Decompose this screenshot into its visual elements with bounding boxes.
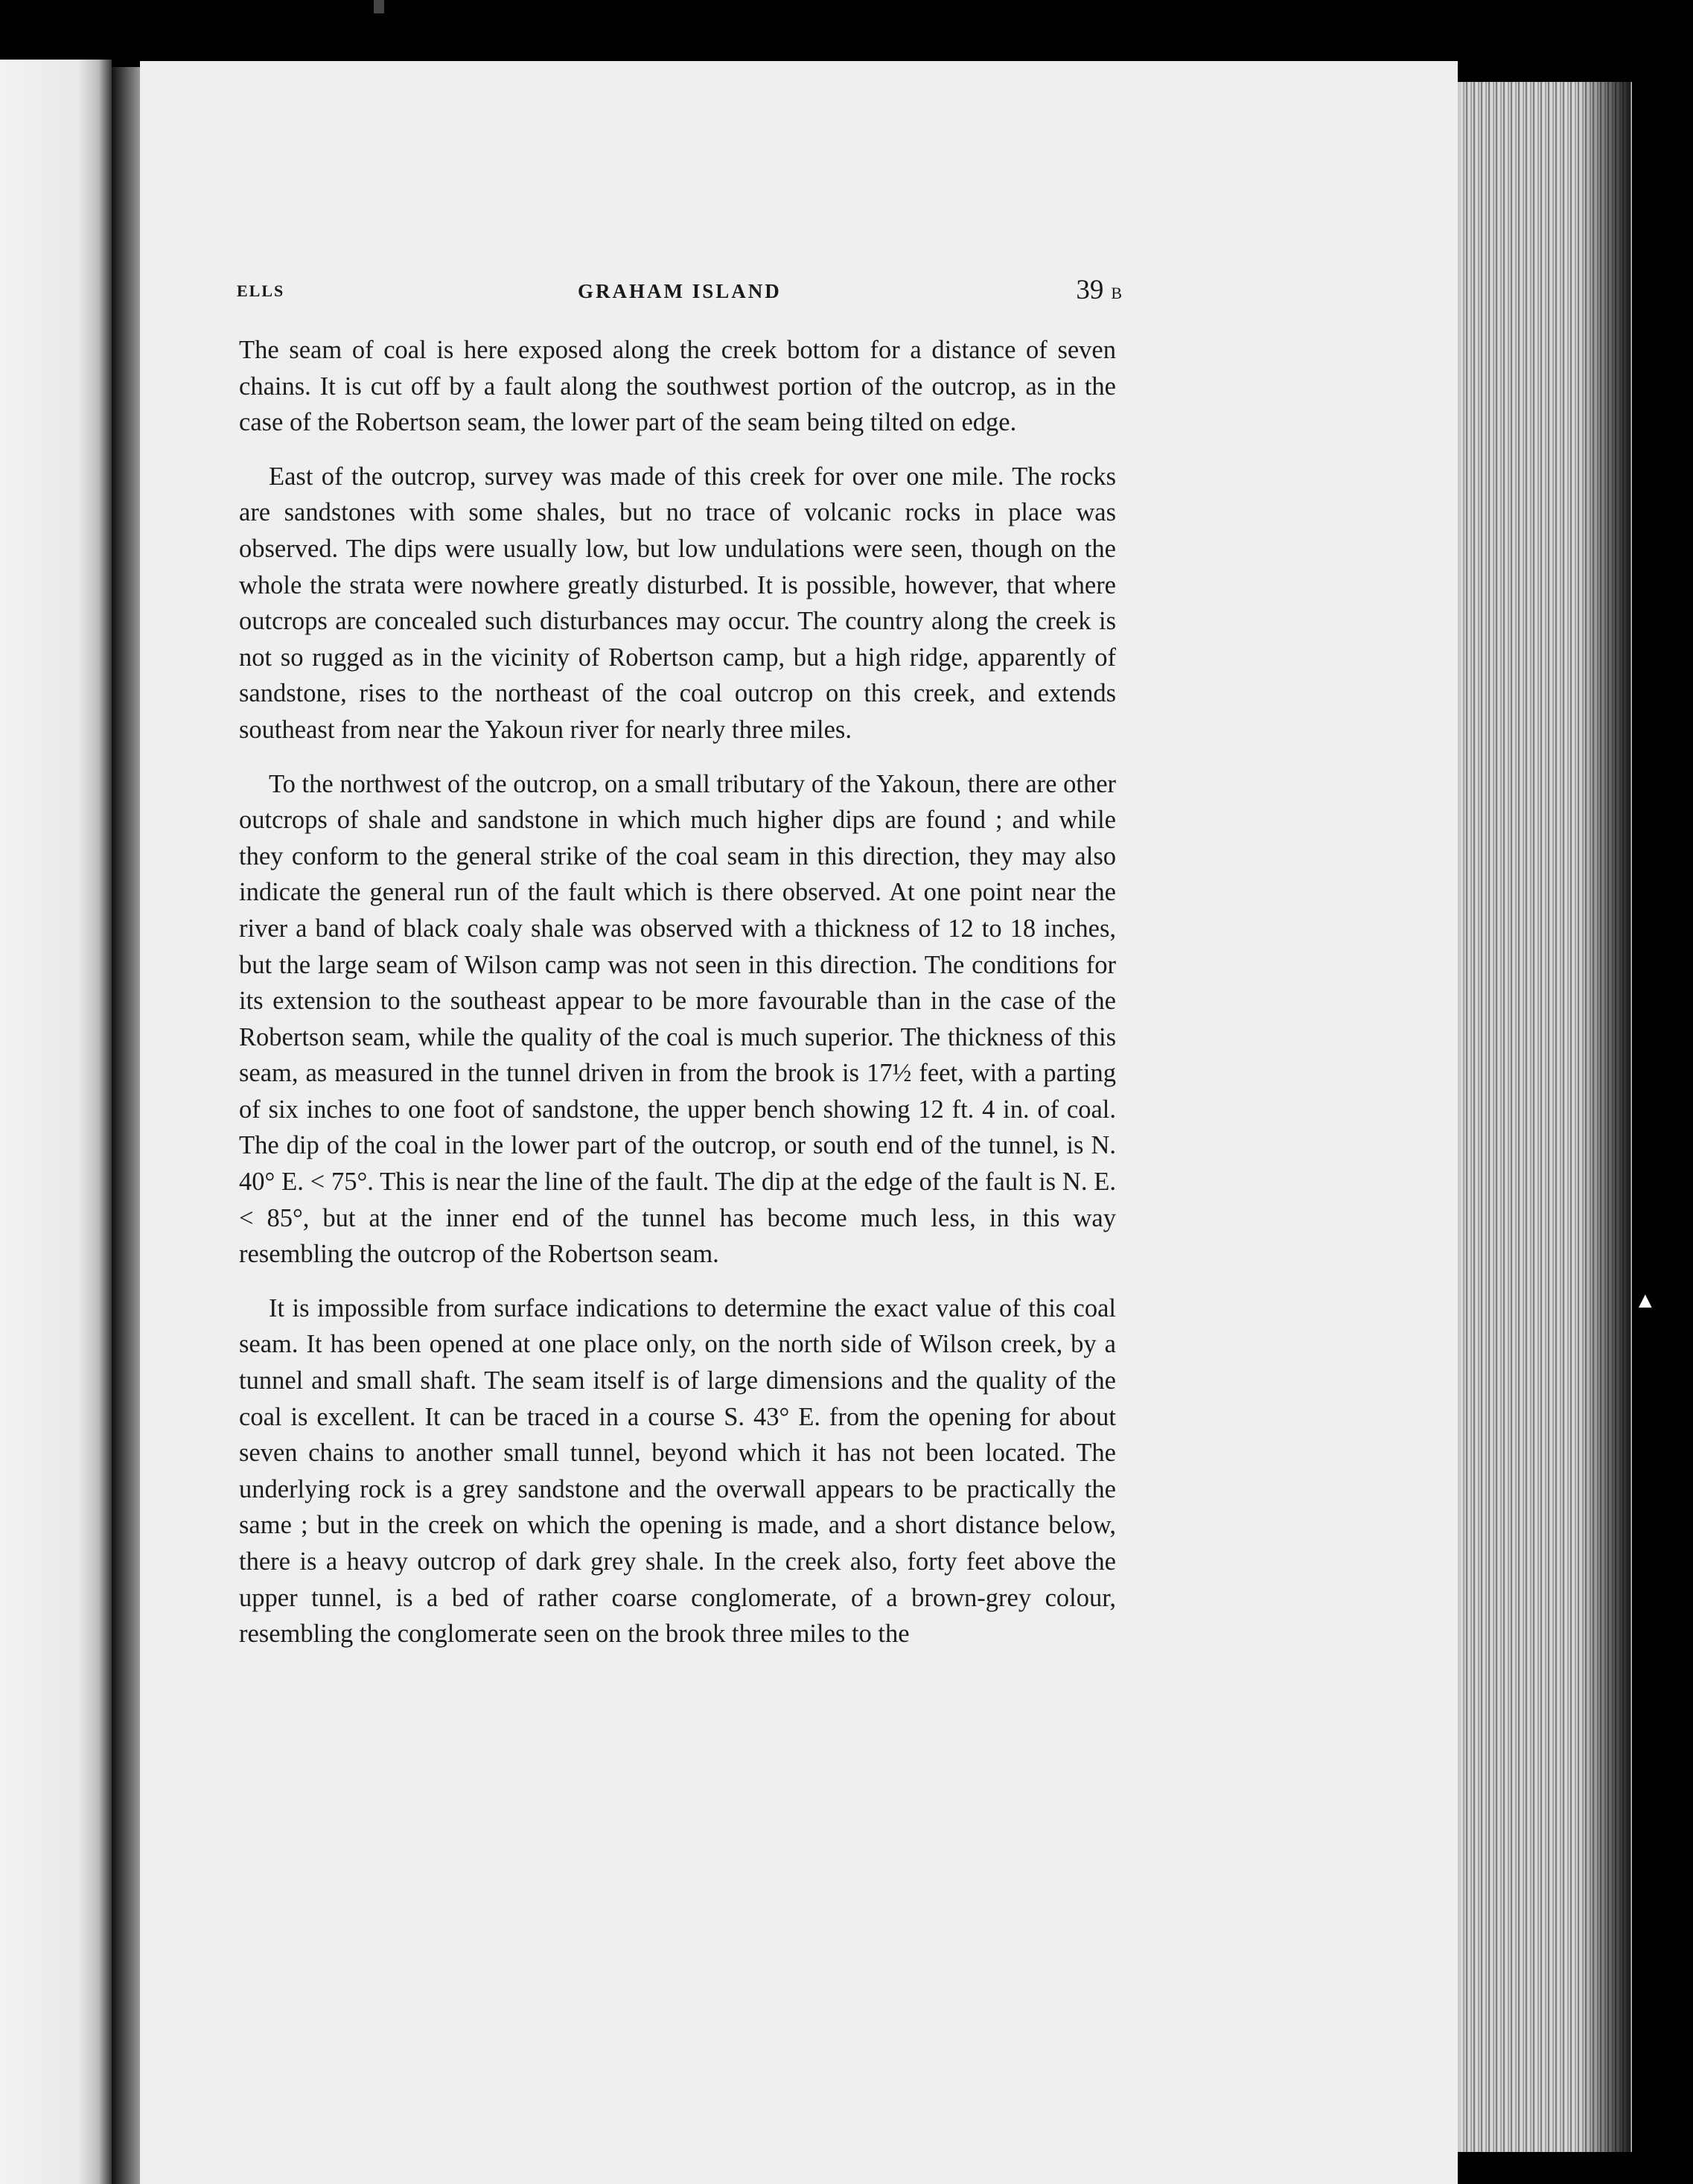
- paragraph-3: To the northwest of the outcrop, on a small tributary of the Yakoun, there are other outcrops of shale and sandstone in which much higher dips are found ; and while they conform to the general strike of the coal seam in this direction, they may also indicate the general run of the fault which is there observed. At one point near the river a band of black coaly shale was observed with a thickness of 12 to 18 inches, but the large seam of Wilson camp was not seen in this direction. The conditions for its extension to the southeast appear to be more favourable than in the case of the Robertson seam, while the quality of the coal is much superior. The thickness of this seam, as measured in the tunnel driven in from the brook is 17½ feet, with a parting of six inches to one foot of sandstone, the upper bench showing 12 ft. 4 in. of coal. The dip of the coal in the lower part of the outcrop, or south end of the tunnel, is N. 40° E. < 75°. This is near the line of the fault. The dip at the edge of the fault is N. E. < 85°, but at the inner end of the tunnel has become much less, in this way resembling the outcrop of the Robertson seam.: [239, 769, 1116, 1269]
- facing-page-edge: [0, 60, 112, 2184]
- page-number: [1076, 274, 1123, 306]
- page-edge-mark-icon: ▲: [1634, 1288, 1657, 1313]
- running-head-author: ELLS: [237, 281, 285, 300]
- page-number-value: 39: [1076, 275, 1104, 305]
- page-stack-shadow: [1578, 82, 1630, 2152]
- running-head: [237, 277, 1123, 314]
- body-text: [239, 332, 1116, 1652]
- page-number-suffix: B: [1111, 284, 1123, 302]
- running-head-title: GRAHAM ISLAND: [578, 280, 782, 302]
- paragraph-1: The seam of coal is here exposed along the creek bottom for a distance of seven chains. It is cut off by a fault along the southwest portion of the outcrop, as in the case of the Robertson seam, the lower part of the seam being tilted on edge.: [239, 336, 1116, 437]
- paragraph-2: East of the outcrop, survey was made of this creek for over one mile. The rocks are sandstones with some shales, but no trace of volcanic rocks in place was observed. The dips were usually low, but low undulations were seen, though on the whole the strata were nowhere greatly disturbed. It is possible, however, that where outcrops are concealed such disturbances may occur. The country along the creek is not so rugged as in the vicinity of Robertson camp, but a high ridge, apparently of sandstone, rises to the northeast of the coal outcrop on this creek, and extends southeast from near the Yakoun river for nearly three miles.: [239, 462, 1116, 744]
- paragraph-4: It is impossible from surface indications to determine the exact value of this coal seam. It has been opened at one place only, on the north side of Wilson creek, by a tunnel and small shaft. The seam itself is of large dimensions and the quality of the coal is excellent. It can be traced in a course S. 43° E. from the opening for about seven chains to another small tunnel, beyond which it has not been located. The underlying rock is a grey sandstone and the overwall appears to be practically the same ; but in the creek on which the opening is made, and a short distance below, there is a heavy outcrop of dark grey shale. In the creek also, forty feet above the upper tunnel, is a bed of rather coarse conglomerate, of a brown-grey colour, resembling the conglomerate seen on the brook three miles to the: [239, 1293, 1116, 1649]
- scan-artifact: [374, 0, 384, 13]
- book-gutter: [112, 67, 140, 2184]
